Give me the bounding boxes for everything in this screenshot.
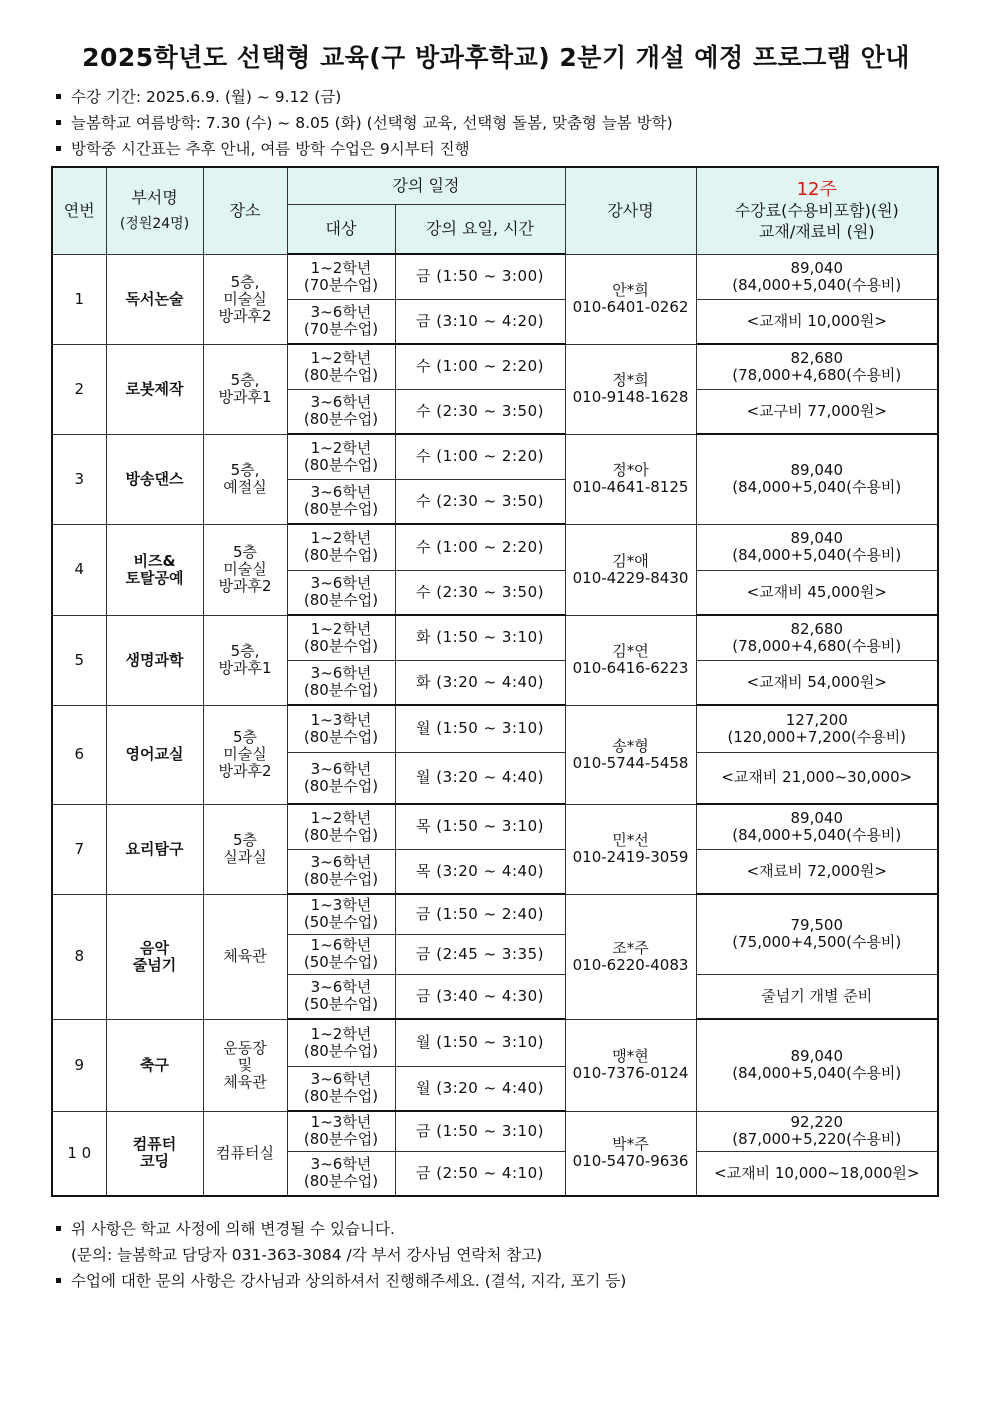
cell-program-name: 생명과학 [106, 615, 203, 705]
cell-no: 5 [52, 615, 106, 705]
cell-time: 금 (3:40 ~ 4:30) [395, 974, 565, 1019]
cell-no: 3 [52, 434, 106, 524]
cell-program-name: 컴퓨터 코딩 [106, 1111, 203, 1196]
footer-notes [52, 1216, 626, 1294]
cell-target: 3~6학년 (80분수업) [287, 389, 395, 434]
cell-target: 3~6학년 (80분수업) [287, 752, 395, 804]
weeks-label: 12주 [796, 179, 837, 201]
header-schedule: 강의 일정 [287, 167, 565, 204]
cell-material-fee: <교재비 21,000~30,000> [696, 752, 938, 804]
cell-time: 화 (3:20 ~ 4:40) [395, 660, 565, 705]
cell-fee: 89,040 (84,000+5,040(수용비) [696, 804, 938, 849]
cell-time: 목 (1:50 ~ 3:10) [395, 804, 565, 849]
cell-instructor: 김*애 010-4229-8430 [565, 524, 696, 615]
cell-fee: 89,040 (84,000+5,040(수용비) [696, 1019, 938, 1111]
cell-time: 금 (3:10 ~ 4:20) [395, 299, 565, 344]
table-row [52, 524, 938, 570]
cell-time: 수 (2:30 ~ 3:50) [395, 570, 565, 615]
cell-place: 체육관 [203, 894, 287, 1019]
header-place: 장소 [203, 167, 287, 254]
cell-instructor: 송*형 010-5744-5458 [565, 705, 696, 804]
notice-item: 늘봄학교 여름방학: 7.30 (수) ~ 8.05 (화) (선택형 교육, 선택형 돌봄, 맞춤형 늘봄 방학) [52, 110, 673, 136]
cell-place: 5층 실과실 [203, 804, 287, 894]
cell-time: 수 (1:00 ~ 2:20) [395, 434, 565, 479]
cell-place: 5층 미술실 방과후2 [203, 705, 287, 804]
cell-place: 컴퓨터실 [203, 1111, 287, 1196]
bullet-icon [56, 1226, 61, 1231]
cell-fee: 82,680 (78,000+4,680(수용비) [696, 615, 938, 660]
notice-item: 방학중 시간표는 추후 안내, 여름 방학 수업은 9시부터 진행 [52, 136, 673, 162]
cell-fee: 89,040 (84,000+5,040(수용비) [696, 524, 938, 570]
cell-place: 5층 미술실 방과후2 [203, 524, 287, 615]
header-dept: 부서명 (정원24명) [106, 167, 203, 254]
notice-item: 수강 기간: 2025.6.9. (월) ~ 9.12 (금) [52, 84, 673, 110]
cell-no: 1 [52, 254, 106, 344]
cell-time: 금 (2:50 ~ 4:10) [395, 1151, 565, 1196]
table-row [52, 254, 938, 299]
program-schedule-table [51, 166, 939, 1197]
table-row [52, 705, 938, 752]
table-row [52, 1111, 938, 1151]
cell-program-name: 독서논술 [106, 254, 203, 344]
cell-time: 금 (2:45 ~ 3:35) [395, 934, 565, 974]
cell-target: 1~2학년 (80분수업) [287, 434, 395, 479]
cell-instructor: 김*연 010-6416-6223 [565, 615, 696, 705]
cell-target: 1~6학년 (50분수업) [287, 934, 395, 974]
header-instructor: 강사명 [565, 167, 696, 254]
cell-time: 월 (3:20 ~ 4:40) [395, 752, 565, 804]
cell-target: 1~2학년 (80분수업) [287, 804, 395, 849]
header-target: 대상 [287, 204, 395, 254]
cell-target: 3~6학년 (80분수업) [287, 479, 395, 524]
cell-no: 7 [52, 804, 106, 894]
cell-target: 1~2학년 (80분수업) [287, 615, 395, 660]
cell-target: 3~6학년 (80분수업) [287, 660, 395, 705]
cell-material-fee: <재료비 72,000원> [696, 849, 938, 894]
cell-time: 월 (1:50 ~ 3:10) [395, 1019, 565, 1066]
cell-instructor: 민*선 010-2419-3059 [565, 804, 696, 894]
cell-instructor: 정*아 010-4641-8125 [565, 434, 696, 524]
cell-program-name: 음악 줄넘기 [106, 894, 203, 1019]
cell-time: 수 (1:00 ~ 2:20) [395, 344, 565, 389]
table-row [52, 1019, 938, 1066]
bullet-icon [56, 94, 61, 99]
cell-time: 금 (1:50 ~ 3:00) [395, 254, 565, 299]
cell-program-name: 요리탐구 [106, 804, 203, 894]
bullet-icon [56, 120, 61, 125]
cell-time: 목 (3:20 ~ 4:40) [395, 849, 565, 894]
cell-target: 1~2학년 (80분수업) [287, 1019, 395, 1066]
cell-target: 3~6학년 (80분수업) [287, 849, 395, 894]
cell-instructor: 안*희 010-6401-0262 [565, 254, 696, 344]
cell-target: 3~6학년 (80분수업) [287, 1066, 395, 1111]
cell-time: 월 (1:50 ~ 3:10) [395, 705, 565, 752]
header-fee: 12주 수강료(수용비포함)(원) 교재/재료비 (원) [696, 167, 938, 254]
cell-material-fee: <교재비 10,000원> [696, 299, 938, 344]
cell-program-name: 방송댄스 [106, 434, 203, 524]
cell-program-name: 비즈& 토탈공예 [106, 524, 203, 615]
cell-program-name: 축구 [106, 1019, 203, 1111]
cell-no: 6 [52, 705, 106, 804]
cell-no: 2 [52, 344, 106, 434]
cell-material-fee: <교재비 54,000원> [696, 660, 938, 705]
cell-program-name: 영어교실 [106, 705, 203, 804]
cell-instructor: 조*주 010-6220-4083 [565, 894, 696, 1019]
cell-target: 3~6학년 (80분수업) [287, 570, 395, 615]
cell-target: 1~2학년 (80분수업) [287, 344, 395, 389]
cell-fee: 79,500 (75,000+4,500(수용비) [696, 894, 938, 974]
cell-target: 3~6학년 (80분수업) [287, 1151, 395, 1196]
table-row [52, 894, 938, 934]
footer-item: 위 사항은 학교 사정에 의해 변경될 수 있습니다. [52, 1216, 626, 1242]
footer-item: 수업에 대한 문의 사항은 강사님과 상의하셔서 진행해주세요. (결석, 지각, 포기 등) [52, 1268, 626, 1294]
cell-place: 5층, 미술실 방과후2 [203, 254, 287, 344]
table-row [52, 344, 938, 389]
cell-no: 8 [52, 894, 106, 1019]
cell-place: 5층, 방과후1 [203, 615, 287, 705]
cell-no: 4 [52, 524, 106, 615]
cell-time: 화 (1:50 ~ 3:10) [395, 615, 565, 660]
cell-material-fee: <교재비 10,000~18,000원> [696, 1151, 938, 1196]
cell-fee: 82,680 (78,000+4,680(수용비) [696, 344, 938, 389]
table-row [52, 434, 938, 479]
cell-target: 1~2학년 (80분수업) [287, 524, 395, 570]
bullet-icon [56, 146, 61, 151]
bullet-icon [56, 1278, 61, 1283]
cell-target: 1~3학년 (80분수업) [287, 1111, 395, 1151]
notice-list [52, 84, 673, 162]
header-time: 강의 요일, 시간 [395, 204, 565, 254]
cell-target: 3~6학년 (70분수업) [287, 299, 395, 344]
cell-fee: 127,200 (120,000+7,200(수용비) [696, 705, 938, 752]
cell-target: 3~6학년 (50분수업) [287, 974, 395, 1019]
cell-instructor: 박*주 010-5470-9636 [565, 1111, 696, 1196]
header-no: 연번 [52, 167, 106, 254]
cell-time: 수 (2:30 ~ 3:50) [395, 479, 565, 524]
cell-material-fee: <교구비 77,000원> [696, 389, 938, 434]
table-row [52, 615, 938, 660]
page-title: 2025학년도 선택형 교육(구 방과후학교) 2분기 개설 예정 프로그램 안내 [82, 43, 910, 72]
cell-target: 1~3학년 (50분수업) [287, 894, 395, 934]
cell-fee: 92,220 (87,000+5,220(수용비) [696, 1111, 938, 1151]
cell-time: 금 (1:50 ~ 2:40) [395, 894, 565, 934]
cell-fee: 89,040 (84,000+5,040(수용비) [696, 254, 938, 299]
cell-time: 금 (1:50 ~ 3:10) [395, 1111, 565, 1151]
cell-fee: 89,040 (84,000+5,040(수용비) [696, 434, 938, 524]
cell-no: 9 [52, 1019, 106, 1111]
cell-time: 수 (1:00 ~ 2:20) [395, 524, 565, 570]
contact-info: (문의: 늘봄학교 담당자 031-363-3084 /각 부서 강사님 연락처 참고) [71, 1246, 543, 1264]
cell-place: 운동장 및 체육관 [203, 1019, 287, 1111]
cell-time: 수 (2:30 ~ 3:50) [395, 389, 565, 434]
cell-place: 5층, 예절실 [203, 434, 287, 524]
cell-place: 5층, 방과후1 [203, 344, 287, 434]
cell-instructor: 맹*현 010-7376-0124 [565, 1019, 696, 1111]
cell-material-fee: <교재비 45,000원> [696, 570, 938, 615]
cell-no: 1 0 [52, 1111, 106, 1196]
cell-material-fee: 줄넘기 개별 준비 [696, 974, 938, 1019]
table-row [52, 804, 938, 849]
cell-program-name: 로봇제작 [106, 344, 203, 434]
cell-target: 1~3학년 (80분수업) [287, 705, 395, 752]
cell-time: 월 (3:20 ~ 4:40) [395, 1066, 565, 1111]
cell-target: 1~2학년 (70분수업) [287, 254, 395, 299]
cell-instructor: 정*희 010-9148-1628 [565, 344, 696, 434]
